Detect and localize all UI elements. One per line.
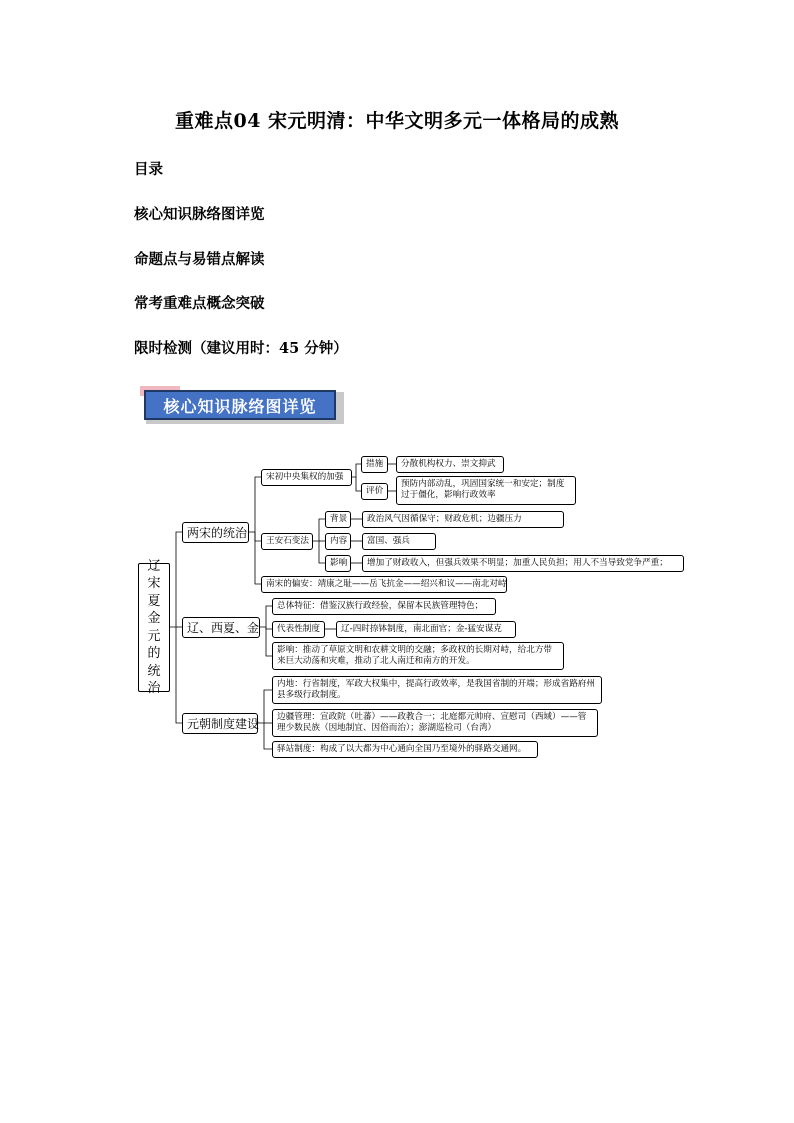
root-char: 宋 <box>147 576 161 591</box>
page-title: 重难点04 宋元明清：中华文明多元一体格局的成熟 <box>174 110 620 132</box>
node-song: 两宋的统治 <box>182 522 249 543</box>
root-char: 辽 <box>147 558 161 574</box>
node-yuan-border: 边疆管理：宣政院（吐蕃）——政教合一；北庭都元帅府、宣慰司（西域）——管理少数民族（因地制宜、因俗而治）；澎湖巡检司（台湾） <box>272 709 598 737</box>
node-yuan: 元朝制度建设 <box>182 713 258 734</box>
node-measures-text: 分散机构权力、崇文抑武 <box>396 456 504 473</box>
toc-item-key-points: 命题点与易错点解读 <box>134 251 265 268</box>
node-reform: 王安石变法 <box>261 533 313 550</box>
root-char: 夏 <box>147 593 161 609</box>
node-liao-system-text: 辽-四时捺钵制度，南北面官；金-猛安谋克 <box>336 621 516 638</box>
root-char: 金 <box>147 611 161 626</box>
node-eval-label: 评价 <box>361 483 388 500</box>
node-liao-impact: 影响：推动了草原文明和农耕文明的交融；多政权的长期对峙，给北方带来巨大动荡和灾难，推动了北人南迁和南方的开发。 <box>272 642 564 670</box>
toc-item-concepts: 常考重难点概念突破 <box>134 295 265 312</box>
node-reform-impact-label: 影响 <box>325 555 351 572</box>
banner-label: 核心知识脉络图详览 <box>144 390 336 420</box>
node-liao-feature: 总体特征：借鉴汉族行政经验，保留本民族管理特色； <box>272 598 496 615</box>
root-char: 治 <box>147 681 161 696</box>
node-reform-bg-label: 背景 <box>325 511 351 528</box>
node-south-song: 南宋的偏安：靖康之耻——岳飞抗金——绍兴和议——南北对峙 <box>261 576 507 593</box>
toc-item-knowledge-map: 核心知识脉络图详览 <box>134 206 265 223</box>
node-reform-content-text: 富国、强兵 <box>362 533 436 550</box>
root-char: 的 <box>147 646 161 661</box>
toc-heading: 目录 <box>134 161 163 178</box>
node-reform-bg-text: 政治风气因循保守；财政危机；边疆压力 <box>362 511 564 528</box>
mindmap-root <box>138 558 170 696</box>
node-reform-content-label: 内容 <box>325 533 351 550</box>
section-banner <box>140 386 346 428</box>
root-char: 元 <box>147 628 161 644</box>
root-char: 统 <box>147 663 161 679</box>
node-liao-system-label: 代表性制度 <box>272 621 325 638</box>
node-song-central: 宋初中央集权的加强 <box>261 469 352 486</box>
toc-item-test: 限时检测（建议用时：45 分钟） <box>134 340 348 357</box>
node-reform-impact-text: 增加了财政收入，但强兵效果不明显；加重人民负担；用人不当导致党争严重； <box>362 555 684 572</box>
node-eval-text: 预防内部动乱，巩固国家统一和安定；制度过于僵化，影响行政效率 <box>396 476 576 505</box>
node-liao-xixia-jin: 辽、西夏、金 <box>182 617 260 638</box>
node-yuan-inland: 内地：行省制度，军政大权集中，提高行政效率，是我国省制的开端；形成省路府州县多级行政制度。 <box>272 676 602 704</box>
node-measures-label: 措施 <box>361 456 388 473</box>
node-yuan-post: 驿站制度：构成了以大都为中心通向全国乃至境外的驿路交通网。 <box>272 741 538 758</box>
